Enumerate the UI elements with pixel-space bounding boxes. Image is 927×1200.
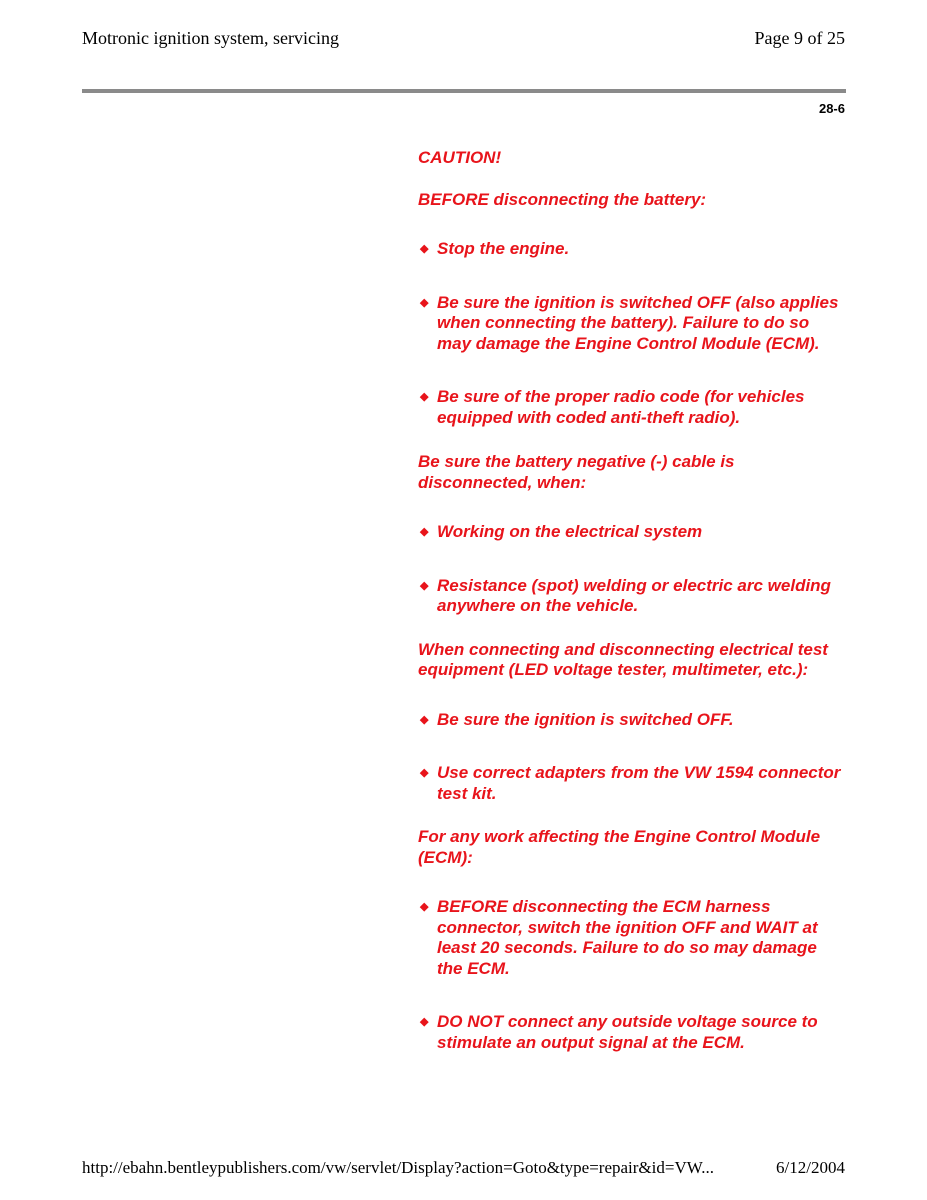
bullet-welding	[418, 576, 843, 617]
section-number: 28-6	[818, 101, 845, 116]
bullet-ignition-off-ecm	[418, 293, 843, 355]
bullet-harness	[418, 897, 843, 979]
bullet-electrical-system	[418, 522, 843, 543]
bullet-text: Use correct adapters from the VW 1594 connector test kit.	[437, 763, 841, 803]
ecm-work-text: For any work affecting the Engine Control Module (ECM):	[418, 827, 821, 867]
document-title: Motronic ignition system, servicing	[82, 28, 339, 48]
caution-heading: CAUTION!	[418, 148, 502, 167]
battery-negative-text: Be sure the battery negative (-) cable is disconnected, when:	[418, 452, 735, 492]
bullet-adapters	[418, 763, 843, 804]
bullet-text: Be sure the ignition is switched OFF.	[437, 709, 734, 729]
diamond-bullet-icon: ◆	[420, 901, 429, 913]
diamond-bullet-icon: ◆	[420, 713, 429, 726]
before-battery-text: BEFORE disconnecting the battery:	[418, 189, 707, 209]
diamond-bullet-icon: ◆	[420, 526, 429, 538]
header-divider	[82, 89, 846, 93]
test-equipment-text: When connecting and disconnecting electrical test equipment (LED voltage tester, multimeter, etc.):	[418, 639, 828, 679]
caution-content	[418, 148, 843, 1053]
bullet-text: Working on the electrical system	[437, 522, 703, 541]
bullet-text: DO NOT connect any outside voltage source to stimulate an output signal at the ECM.	[437, 1012, 818, 1052]
diamond-bullet-icon: ◆	[420, 1016, 429, 1028]
bullet-radio-code	[418, 387, 843, 428]
bullet-outside-voltage	[418, 1012, 843, 1053]
diamond-bullet-icon: ◆	[420, 391, 429, 403]
source-url: http://ebahn.bentleypublishers.com/vw/servlet/Display?action=Goto&type=repair&id=VW...	[82, 1158, 714, 1177]
diamond-bullet-icon: ◆	[420, 243, 429, 255]
bullet-text: BEFORE disconnecting the ECM harness connector, switch the ignition OFF and WAIT at least 20 seconds. Failure to do so may damage the ECM.	[437, 897, 818, 978]
bullet-text: Stop the engine.	[437, 239, 570, 258]
bullet-ignition-off	[418, 710, 843, 731]
page-indicator: Page 9 of 25	[754, 28, 845, 48]
bullet-text: Be sure the ignition is switched OFF (also applies when connecting the battery). Failure to do so may damage the Engine Control Module (ECM).	[437, 292, 839, 353]
bullet-text: Be sure of the proper radio code (for vehicles equipped with coded anti-theft radio).	[437, 387, 805, 427]
print-date: 6/12/2004	[776, 1158, 845, 1177]
diamond-bullet-icon: ◆	[420, 579, 429, 592]
diamond-bullet-icon: ◆	[420, 296, 429, 309]
diamond-bullet-icon: ◆	[420, 767, 429, 779]
bullet-stop-engine	[418, 239, 843, 260]
bullet-text: Resistance (spot) welding or electric arc welding anywhere on the vehicle.	[437, 575, 831, 615]
